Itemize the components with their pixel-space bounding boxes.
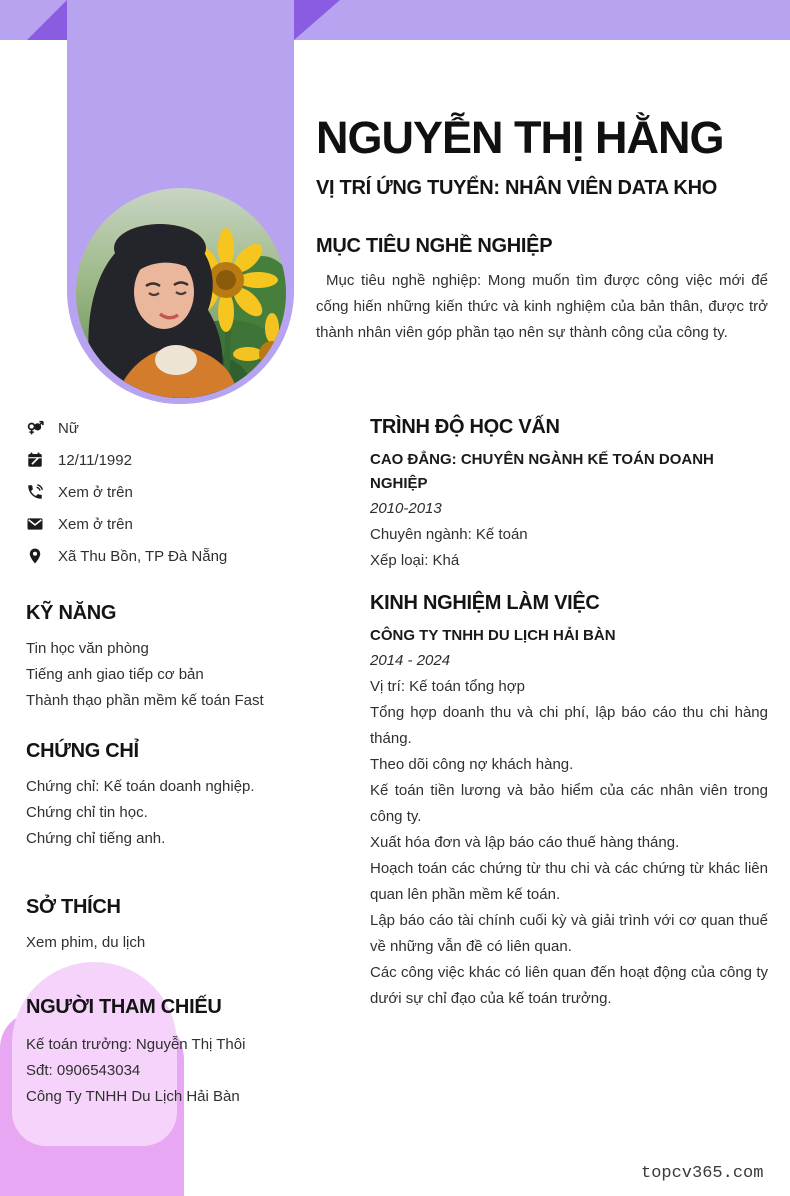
experience-line: Xuất hóa đơn và lập báo cáo thuế hàng tháng. bbox=[370, 834, 680, 851]
education-line: Chuyên ngành: Kế toán bbox=[370, 526, 528, 543]
experience-company: CÔNG TY TNHH DU LỊCH HẢI BÀN bbox=[370, 627, 616, 644]
experience-line: Theo dõi công nợ khách hàng. bbox=[370, 756, 574, 773]
skill-item: Thành thạo phần mềm kế toán Fast bbox=[26, 692, 264, 709]
experience-line: Hoạch toán các chứng từ thu chi và các chứng từ khác liên quan lên phần mềm kế toán. bbox=[370, 860, 768, 903]
contact-item: 12/11/1992 bbox=[26, 444, 344, 476]
certificates-list bbox=[26, 774, 344, 852]
experience-line: Lập báo cáo tài chính cuối kỳ và giải trình với cơ quan thuế về những vẫn đề có liên quan. bbox=[370, 912, 768, 955]
experience-details bbox=[370, 674, 768, 1012]
reference-item: Kế toán trưởng: Nguyễn Thị Thôi bbox=[26, 1036, 246, 1053]
education-title: TRÌNH ĐỘ HỌC VẤN bbox=[370, 416, 560, 438]
education-line: Xếp loại: Khá bbox=[370, 552, 460, 569]
reference-item: Sđt: 0906543034 bbox=[26, 1062, 141, 1079]
certificate-item: Chứng chỉ: Kế toán doanh nghiệp. bbox=[26, 778, 255, 795]
hobbies-title: SỞ THÍCH bbox=[26, 896, 121, 918]
experience-line: Các công việc khác có liên quan đến hoạt động của công ty dưới sự chỉ đạo của kế toán trưởng. bbox=[370, 964, 768, 1007]
skill-item: Tin học văn phòng bbox=[26, 640, 149, 657]
header bbox=[316, 112, 768, 346]
education-degree: CAO ĐẲNG: CHUYÊN NGÀNH KẾ TOÁN DOANH NGHIỆP bbox=[370, 451, 714, 492]
experience-line: Kế toán tiền lương và bảo hiểm của các nhân viên trong công ty. bbox=[370, 782, 768, 825]
contact-item: Xem ở trên bbox=[26, 508, 344, 540]
experience-title: KINH NGHIỆM LÀM VIỆC bbox=[370, 592, 600, 614]
location-icon bbox=[26, 547, 44, 565]
certificates-title: CHỨNG CHỈ bbox=[26, 740, 139, 762]
profile-photo-illustration bbox=[76, 188, 286, 398]
objective-title: MỤC TIÊU NGHỀ NGHIỆP bbox=[316, 235, 553, 257]
certificate-item: Chứng chỉ tiếng anh. bbox=[26, 830, 166, 847]
reference-title: NGƯỜI THAM CHIẾU bbox=[26, 996, 222, 1018]
applied-position: VỊ TRÍ ỨNG TUYỂN: NHÂN VIÊN DATA KHO bbox=[316, 177, 717, 199]
certificate-item: Chứng chỉ tin học. bbox=[26, 804, 148, 821]
contact-item: Xem ở trên bbox=[26, 476, 344, 508]
experience-line: Vị trí: Kế toán tổng hợp bbox=[370, 678, 525, 695]
reference-item: Công Ty TNHH Du Lịch Hải Bàn bbox=[26, 1088, 240, 1105]
hobbies-list bbox=[26, 930, 344, 956]
objective-text: Mục tiêu nghề nghiệp: Mong muốn tìm được công việc mới để cống hiến những kiến thức và kinh nghiệm của bản thân, được trở thành nhân viên góp phần tạo nên sự thành công của công ty. bbox=[316, 272, 768, 341]
skill-item: Tiếng anh giao tiếp cơ bản bbox=[26, 666, 204, 683]
reference-list bbox=[26, 1032, 326, 1110]
experience-period: 2014 - 2024 bbox=[370, 652, 451, 669]
sidebar bbox=[26, 412, 344, 956]
candidate-name: NGUYỄN THỊ HẰNG bbox=[316, 112, 724, 163]
skills-title: KỸ NĂNG bbox=[26, 602, 117, 624]
contact-item: Xã Thu Bồn, TP Đà Nẵng bbox=[26, 540, 344, 572]
phone-icon bbox=[26, 483, 44, 501]
experience-line: Tổng hợp doanh thu và chi phí, lập báo cáo thu chi hàng tháng. bbox=[370, 704, 768, 747]
mail-icon bbox=[26, 515, 44, 533]
profile-photo bbox=[76, 188, 286, 398]
reference-section bbox=[26, 994, 326, 1110]
contact-list bbox=[26, 412, 344, 572]
skills-list bbox=[26, 636, 344, 714]
calendar-icon bbox=[26, 451, 44, 469]
main-content bbox=[370, 414, 768, 1012]
watermark: topcv365.com bbox=[641, 1164, 764, 1183]
gender-icon bbox=[26, 419, 44, 437]
education-details bbox=[370, 522, 768, 574]
contact-item: Nữ bbox=[26, 412, 344, 444]
hobby-item: Xem phim, du lịch bbox=[26, 934, 146, 951]
education-period: 2010-2013 bbox=[370, 500, 442, 517]
